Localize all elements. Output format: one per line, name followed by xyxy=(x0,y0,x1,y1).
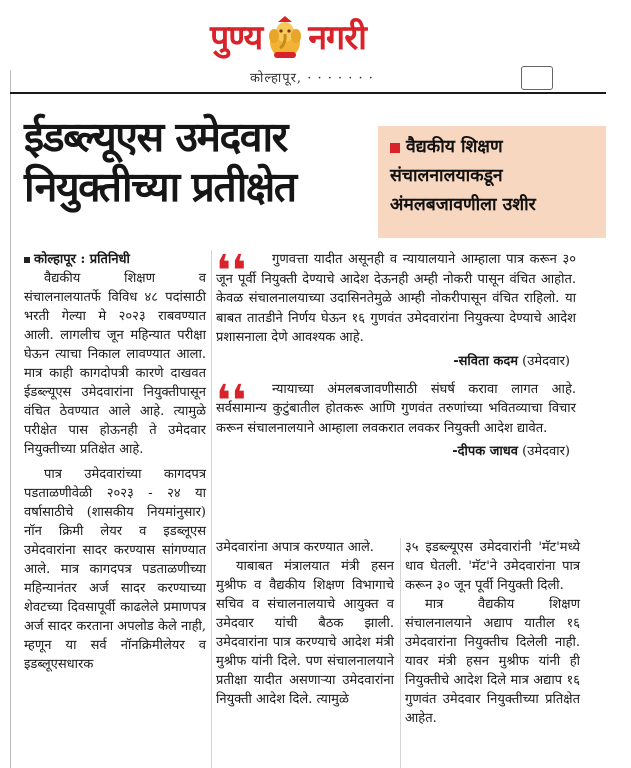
header-rule xyxy=(10,92,631,94)
quote-text: न्यायाच्या अंमलबजावणीसाठी संघर्ष करावा लागत आहे. सर्वसामान्य कुटुंबातील होतकरू आणि गुणवंत तरुणांच्या भवितव्याचा विचार करून संचालनालयाने आम्हाला लवकरात लवकर नियुक्ती आदेश द्यावेत. xyxy=(216,381,576,436)
quote-role: (उमेदवार) xyxy=(522,444,570,459)
brand-logo xyxy=(210,14,366,62)
quote-mark-icon: ❛❛ xyxy=(216,375,247,427)
paragraph: पात्र उमेदवारांच्या कागदपत्र पडताळणीवेळी २०२३ - २४ या वर्षासाठीचे (शासकीय नियमांनुसार) नॉन क्रिमी लेयर व इडब्लूएस उमेदवारांना सादर करण्यास सांगण्यात आले. मात्र कागदपत्र पडताळणीच्या महिन्यानंतर अर्ज सादर करण्याच्या शेवटच्या दिवसापूर्वी काढलेले प्रमाणपत्र अर्ज सादर करताना अपलोड केले नाही, म्हणून या सर्व नॉनक्रिमीलेयर व इडब्लूएसधारक xyxy=(24,467,206,672)
article-column-3 xyxy=(405,538,580,728)
quote-text: गुणवत्ता यादीत असूनही व न्यायालयाने आम्हाला पात्र करून ३० जून पूर्वी नियुक्ती देण्याचे आदेश देऊनही अम्ही नोकरी पासून वंचित आहोत. केवळ संचालनालयाच्या उदासिनतेमुळे आम्ही नोकरीपासून वंचित राहिलो. या बाबत तातडीने निर्णय घेऊन १६ गुणवंत उमेदवारांना नियुक्त्या देण्याचे आदेश प्रशासनाला देणे आवश्यक आहे. xyxy=(216,252,576,345)
paragraph: ३५ इडब्ल्यूएस उमेदवारांनी 'मॅट'मध्ये धाव घेतली. 'मॅट'ने उमेदवारांना पात्र करून ३० जून पूर्वी नियुक्ती दिली. xyxy=(405,540,580,593)
brand-left-text: पुण्य xyxy=(210,18,263,58)
left-margin-rule xyxy=(10,70,11,768)
headline xyxy=(24,112,369,212)
paragraph: याबाबत मंत्रालयात मंत्री हसन मुश्रीफ व वैद्यकीय शिक्षण विभागाचे सचिव व संचालनालयाचे आयुक्त व उमेदवार यांची बैठक झाली. उमेदवारांना पात्र करण्याचे आदेश मंत्री मुश्रीफ यांनी दिले. पण संचालनालयाने प्रतीक्षा यादीत असणाऱ्या उमेदवारांना नियुक्ती आदेश दिले. त्यामुळे xyxy=(216,559,394,707)
quote-block xyxy=(216,375,576,463)
quote-attribution xyxy=(216,352,576,372)
headline-line-2: नियुक्तीच्या प्रतीक्षेत xyxy=(24,163,296,211)
paragraph: वैद्यकीय शिक्षण व संचालनालयातर्फे विविध ४८ पदांसाठी भरती गेल्या मे २०२३ राबवण्यात आली. लागलीच जून महिन्यात परीक्षा घेऊन त्याचा निकाल लावण्यात आला. मात्र काही कागदोपत्री कारणे दाखवत ईडब्ल्यूएस उमेदवारांना नियुक्तीपासून वंचित ठेवण्यात आले आहे. त्यामुळे परीक्षेत पास होऊनही ते उमेदवार नियुक्तीच्या प्रतिक्षेत आहे. xyxy=(24,271,206,457)
dateline-bullet-icon xyxy=(24,257,30,263)
brand-right-text: नगरी xyxy=(308,18,366,58)
quote-block xyxy=(216,246,576,372)
subheading-line-2: संचालनालयाकडून xyxy=(390,166,503,186)
article-column-2 xyxy=(216,538,394,709)
column-divider xyxy=(211,250,212,768)
column-divider xyxy=(400,538,401,768)
quote-attribution xyxy=(216,442,576,462)
subheading-line-3: अंमलबजावणीला उशीर xyxy=(390,195,536,215)
paragraph: उमेदवारांना अपात्र करण्यात आले. xyxy=(216,540,374,555)
cut-header-strip xyxy=(10,66,631,92)
paragraph: मात्र वैद्यकीय शिक्षण संचालनालयाने अद्याप यातील १६ उमेदवारांना नियुक्तीच दिलेली नाही. यावर मंत्री हसन मुश्रीफ यांनी ही नियुक्तीचे आदेश दिले मात्र अद्याप १६ गुणवंत उमेदवार नियुक्तीच्या प्रतिक्षेत आहेत. xyxy=(405,597,580,726)
article-column-1 xyxy=(24,250,206,674)
quote-role: (उमेदवार) xyxy=(522,353,570,369)
ganesha-emblem-icon xyxy=(266,16,304,60)
quotes-panel xyxy=(216,246,576,462)
strip-partial-text: कोल्हापूर, · · · · · · · xyxy=(250,71,374,86)
subheading-line-1: वैद्यकीय शिक्षण xyxy=(406,137,503,157)
headline-line-1: ईडब्ल्यूएस उमेदवार xyxy=(24,113,287,161)
subheading-box xyxy=(378,126,606,238)
quote-author: -दीपक जाधव xyxy=(452,444,518,459)
quote-author: -सविता कदम xyxy=(453,353,518,369)
page-number-box xyxy=(521,66,553,90)
quote-mark-icon: ❛❛ xyxy=(216,246,247,297)
page-edge xyxy=(606,66,631,768)
dateline: कोल्हापूर : प्रतिनिधी xyxy=(24,250,206,269)
masthead xyxy=(0,0,631,70)
